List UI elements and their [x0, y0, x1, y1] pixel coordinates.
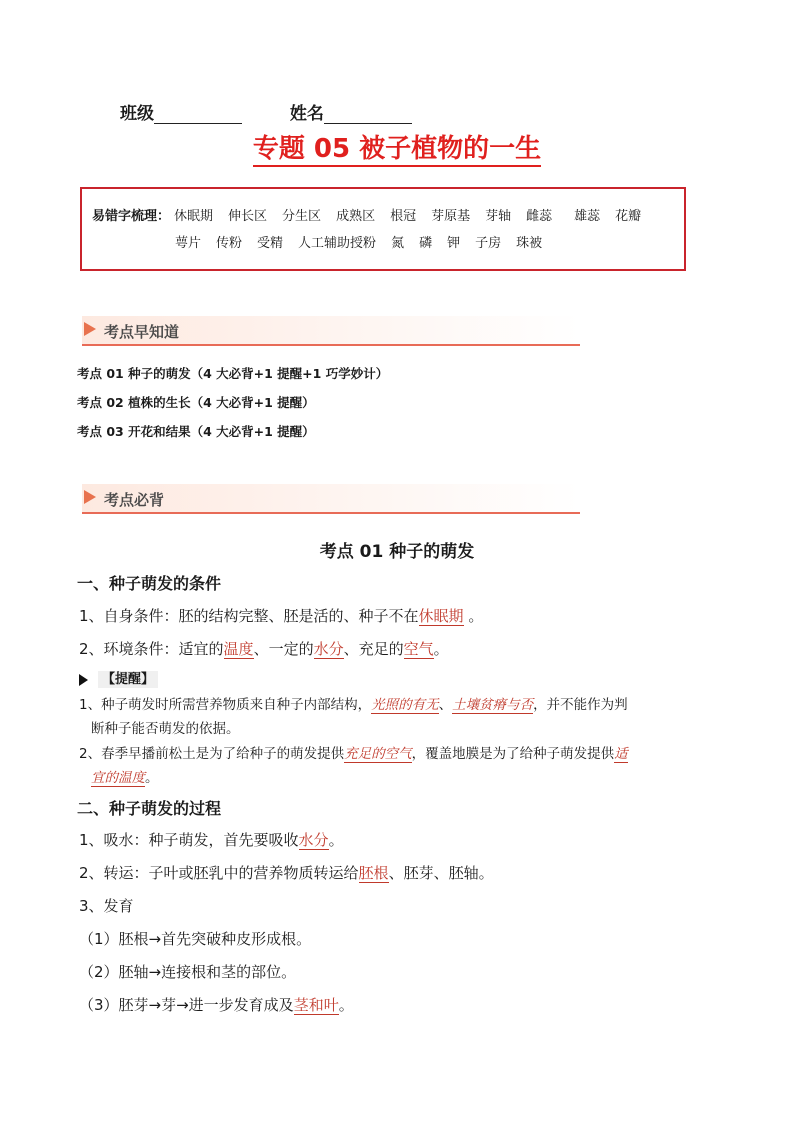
process-line-4: （1）胚根→首先突破种皮形成根。	[79, 930, 312, 948]
answer-blank: 茎和叶	[293, 996, 339, 1014]
vocab-box	[80, 187, 686, 271]
vocab-word: 成熟区	[336, 209, 376, 224]
vocab-word: 钾	[447, 236, 461, 251]
triangle-icon	[79, 674, 88, 686]
tip-line-2-cont: 宜的温度。	[91, 770, 159, 786]
topic-heading: 考点 01 种子的萌发	[319, 542, 475, 562]
vocab-word: 伸长区	[228, 209, 268, 224]
arrow-icon	[84, 490, 96, 504]
process-line-2: 2、转运：子叶或胚乳中的营养物质转运给胚根、胚芽、胚轴。	[79, 864, 494, 882]
vocab-word: 根冠	[390, 209, 417, 224]
process-line-6: （3）胚芽→芽→进一步发育成及茎和叶。	[79, 996, 354, 1014]
vocab-row-2	[175, 232, 557, 251]
vocab-word: 子房	[475, 236, 502, 251]
arrow-icon	[84, 322, 96, 336]
tip-line-1-cont: 断种子能否萌发的依据。	[91, 721, 240, 737]
condition-line-2: 2、环境条件：适宜的温度、一定的水分、充足的空气。	[79, 640, 449, 658]
answer-blank: 胚根	[358, 864, 389, 882]
vocab-word: 芽原基	[431, 209, 471, 224]
vocab-word: 受精	[257, 236, 284, 251]
overview-item: 考点 03 开花和结果（4 大必背+1 提醒）	[77, 424, 315, 439]
answer-blank: 水分	[298, 831, 329, 849]
overview-item: 考点 02 植株的生长（4 大必背+1 提醒）	[77, 395, 315, 410]
section-heading-must-recite	[82, 484, 580, 514]
name-blank[interactable]	[324, 105, 412, 124]
section-heading-overview	[82, 316, 580, 346]
vocab-word: 分生区	[282, 209, 322, 224]
overview-item: 考点 01 种子的萌发（4 大必背+1 提醒+1 巧学妙计）	[77, 366, 389, 381]
vocab-word: 人工辅助授粉	[298, 236, 377, 251]
tip-badge: 【提醒】	[79, 668, 158, 687]
process-line-5: （2）胚轴→连接根和茎的部位。	[79, 963, 297, 981]
tip-line-2: 2、春季早播前松土是为了给种子的萌发提供充足的空气，覆盖地膜是为了给种子萌发提供适	[79, 746, 628, 762]
tip-line-1: 1、种子萌发时所需营养物质来自种子内部结构，光照的有无、土壤贫瘠与否，并不能作为判	[79, 697, 628, 713]
part1-heading: 一、种子萌发的条件	[77, 574, 222, 593]
vocab-word: 花瓣	[615, 209, 642, 224]
class-blank[interactable]	[154, 105, 242, 124]
page-title: 专题 05 被子植物的一生	[0, 128, 794, 165]
vocab-word: 萼片	[175, 236, 202, 251]
name-label: 姓名	[289, 104, 324, 124]
answer-blank: 温度	[223, 640, 254, 658]
vocab-word: 雌蕊	[526, 209, 553, 224]
process-line-1: 1、吸水：种子萌发，首先要吸收水分。	[79, 831, 344, 849]
class-label: 班级	[120, 104, 154, 124]
section-heading-label: 考点必背	[104, 491, 165, 509]
part2-heading: 二、种子萌发的过程	[77, 799, 222, 818]
vocab-label: 易错字梳理：	[92, 209, 171, 224]
answer-blank: 空气	[403, 640, 434, 658]
vocab-word: 磷	[419, 236, 433, 251]
vocab-word: 雄蕊	[574, 209, 601, 224]
condition-line-1: 1、自身条件：胚的结构完整、胚是活的、种子不在休眠期 。	[79, 607, 484, 625]
vocab-word: 传粉	[216, 236, 243, 251]
vocab-word: 芽轴	[485, 209, 512, 224]
section-heading-label: 考点早知道	[104, 323, 180, 341]
vocab-word: 氮	[391, 236, 405, 251]
vocab-word: 休眠期	[174, 209, 214, 224]
vocab-word: 珠被	[516, 236, 543, 251]
answer-blank: 休眠期	[418, 607, 464, 625]
answer-blank: 水分	[313, 640, 344, 658]
vocab-row-1	[92, 205, 656, 224]
process-line-3: 3、发育	[79, 897, 134, 915]
class-name-line	[120, 99, 412, 124]
